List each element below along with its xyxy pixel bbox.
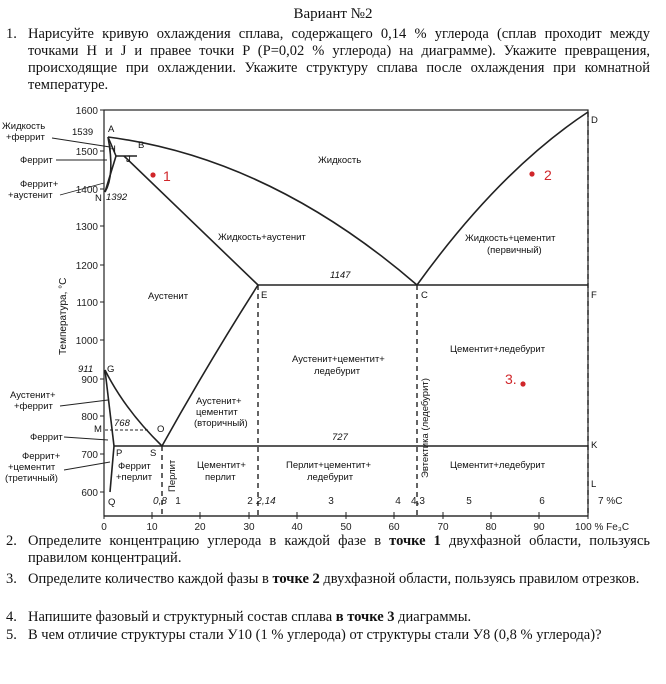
region-eutectic-vertical: Эвтектика (ледебурит) <box>420 378 431 478</box>
label-ferrite-cementite-1: Феррит+ <box>22 451 61 462</box>
x-tick-fe3c-0: 0 <box>101 522 107 533</box>
x-tick-fe3c-30: 30 <box>243 522 255 533</box>
point-p: P <box>116 448 123 459</box>
point-l: L <box>591 479 597 490</box>
region-pearl-cem-led-1: Перлит+цементит+ <box>286 460 372 471</box>
line-g-p <box>105 370 114 446</box>
temp-1539: 1539 <box>72 127 94 138</box>
question-2-text-pre: Определите концентрацию углерода в каждой фазе в <box>28 533 390 549</box>
question-5-number: 5. <box>6 627 17 643</box>
label-ferrite-austenite-1: Феррит+ <box>20 179 59 190</box>
marker-point-3-dot <box>520 381 525 386</box>
point-m: M <box>94 424 102 435</box>
region-austenite: Аустенит <box>148 291 189 302</box>
label-liquid-ferrite-2: +феррит <box>6 132 45 143</box>
question-4-text-bold: в точке 3 <box>335 609 395 625</box>
label-ferrite-top: Феррит <box>20 155 53 166</box>
x-tick-fe3c-60: 60 <box>388 522 400 533</box>
question-3-text-bold: точке 2 <box>272 571 320 587</box>
marker-point-3: 3. <box>505 371 517 387</box>
region-cem-led-lower: Цементит+ледебурит <box>450 460 546 471</box>
region-aust-cem2-3: (вторичный) <box>194 418 248 429</box>
question-4-text-pre: Напишите фазовый и структурный состав сплава <box>28 609 336 625</box>
y-axis-label: Температура, °С <box>58 277 69 355</box>
question-1-text: Нарисуйте кривую охлаждения сплава, содержащего 0,14 % углерода (сплав проходит между точками H и J и правее точки P (P=0,02 % углерода) на диаграмме). Укажите превращения, происходящие при охлаждении. Укажите структуру сплава после охлаждения при комнатной температуре. <box>28 26 650 93</box>
solidus-j-e <box>124 156 258 285</box>
marker-point-2-dot <box>529 171 534 176</box>
point-g: G <box>107 364 115 375</box>
marker-point-2: 2 <box>544 167 552 183</box>
question-1-number: 1. <box>6 26 17 42</box>
question-3-text-post: двухфазной области, пользуясь правилом отрезков. <box>319 571 640 587</box>
x-tick-c-6: 6 <box>539 496 545 507</box>
y-tick-700: 700 <box>81 450 98 461</box>
region-liquid-cementite-1: Жидкость+цементит <box>465 233 556 244</box>
x-tick-c-4-3: 4,3 <box>411 496 425 507</box>
question-5-text: В чем отличие структуры стали У10 (1 % углерода) от структуры стали У8 (0,8 % углерода)? <box>28 627 602 643</box>
question-3-text-pre: Определите количество каждой фазы в <box>28 571 273 587</box>
region-liquid: Жидкость <box>318 155 362 166</box>
temp-1392: 1392 <box>106 192 128 203</box>
point-j: J <box>126 154 131 165</box>
point-n: N <box>95 193 102 204</box>
point-b: B <box>138 140 145 151</box>
region-cem-pearlite-2: перлит <box>205 472 236 483</box>
x-tick-fe3c-50: 50 <box>340 522 352 533</box>
question-3-number: 3. <box>6 571 17 587</box>
temp-727: 727 <box>332 432 348 443</box>
y-tick-1000: 1000 <box>75 336 98 347</box>
region-aust-cem-led-1: Аустенит+цементит+ <box>292 354 385 365</box>
liquidus-c-d <box>417 112 588 285</box>
temp-1147: 1147 <box>330 270 351 281</box>
marker-point-1: 1 <box>163 168 171 184</box>
point-d: D <box>591 115 598 126</box>
x-tick-c-5: 5 <box>466 496 472 507</box>
y-tick-1300: 1300 <box>75 222 98 233</box>
region-liquid-cementite-2: (первичный) <box>487 245 542 256</box>
label-ferrite-cementite-3: (третичный) <box>5 473 58 484</box>
question-2-number: 2. <box>6 533 17 549</box>
y-tick-800: 800 <box>81 412 98 423</box>
point-a: A <box>108 124 115 135</box>
region-ferrite-pearlite-1: Феррит <box>118 461 151 472</box>
x-tick-fe3c-10: 10 <box>146 522 158 533</box>
x-tick-c-0-8: 0,8 <box>153 496 167 507</box>
y-tick-600: 600 <box>81 488 98 499</box>
region-aust-cem-led-2: ледебурит <box>314 366 361 377</box>
variant-title: Вариант №2 <box>293 6 373 22</box>
region-cem-led-upper: Цементит+ледебурит <box>450 344 546 355</box>
x-tick-fe3c-70: 70 <box>437 522 449 533</box>
x-tick-fe3c-100: 100 % Fe₃C <box>575 522 630 533</box>
y-tick-1400: 1400 <box>75 185 98 196</box>
region-aust-cem2-2: цементит <box>196 407 238 418</box>
line-p-q <box>110 446 114 492</box>
question-2 <box>6 533 650 567</box>
point-f: F <box>591 290 597 301</box>
point-o: O <box>157 424 165 435</box>
point-s: S <box>150 448 157 459</box>
question-4 <box>6 609 650 626</box>
question-5 <box>6 627 650 644</box>
y-tick-1600: 1600 <box>75 106 98 117</box>
dashed-verticals <box>162 112 588 516</box>
liquidus-a-c <box>108 137 417 285</box>
point-k: K <box>591 440 598 451</box>
region-pearl-cem-led-2: ледебурит <box>307 472 354 483</box>
line-g-s <box>105 370 165 446</box>
point-e: E <box>261 290 268 301</box>
question-3 <box>6 571 650 588</box>
point-q: Q <box>108 497 116 508</box>
point-h: H <box>109 144 116 155</box>
y-tick-1500: 1500 <box>75 147 98 158</box>
x-tick-fe3c-20: 20 <box>194 522 206 533</box>
label-ferrite-austenite-2: +аустенит <box>8 190 53 201</box>
y-tick-1200: 1200 <box>75 261 98 272</box>
x-tick-c-2: 2 <box>247 496 253 507</box>
point-c: C <box>421 290 428 301</box>
region-liquid-austenite: Жидкость+аустенит <box>218 232 306 243</box>
question-4-number: 4. <box>6 609 17 625</box>
x-tick-fe3c-90: 90 <box>533 522 545 533</box>
region-pearlite-vertical: Перлит <box>167 459 178 492</box>
x-tick-c-1: 1 <box>175 496 181 507</box>
region-ferrite-pearlite-2: +перлит <box>116 472 153 483</box>
temp-911: 911 <box>78 364 94 375</box>
y-tick-1100: 1100 <box>76 298 98 309</box>
label-austenite-ferrite-1: Аустенит+ <box>10 390 56 401</box>
label-ferrite-cementite-2: +цементит <box>8 462 56 473</box>
label-austenite-ferrite-2: +феррит <box>14 401 53 412</box>
question-4-text-post: диаграммы. <box>394 609 472 625</box>
x-tick-fe3c-80: 80 <box>485 522 497 533</box>
temp-768: 768 <box>114 418 130 429</box>
x-tick-c-3: 3 <box>328 496 334 507</box>
region-aust-cem2-1: Аустенит+ <box>196 396 242 407</box>
x-tick-c-2-14: 2,14 <box>256 496 276 507</box>
label-liquid-ferrite-1: Жидкость <box>2 121 46 132</box>
label-ferrite-low: Феррит <box>30 432 63 443</box>
y-tick-900: 900 <box>81 375 98 386</box>
x-tick-c-4: 4 <box>395 496 401 507</box>
question-2-text-bold: точке 1 <box>389 533 441 549</box>
x-tick-c-7: 7 %С <box>598 496 623 507</box>
x-tick-fe3c-40: 40 <box>291 522 303 533</box>
marker-point-1-dot <box>150 172 155 177</box>
question-2-text-post: двухфазной области, пользуясь правилом концентраций. <box>28 533 650 566</box>
region-cem-pearlite-1: Цементит+ <box>197 460 246 471</box>
